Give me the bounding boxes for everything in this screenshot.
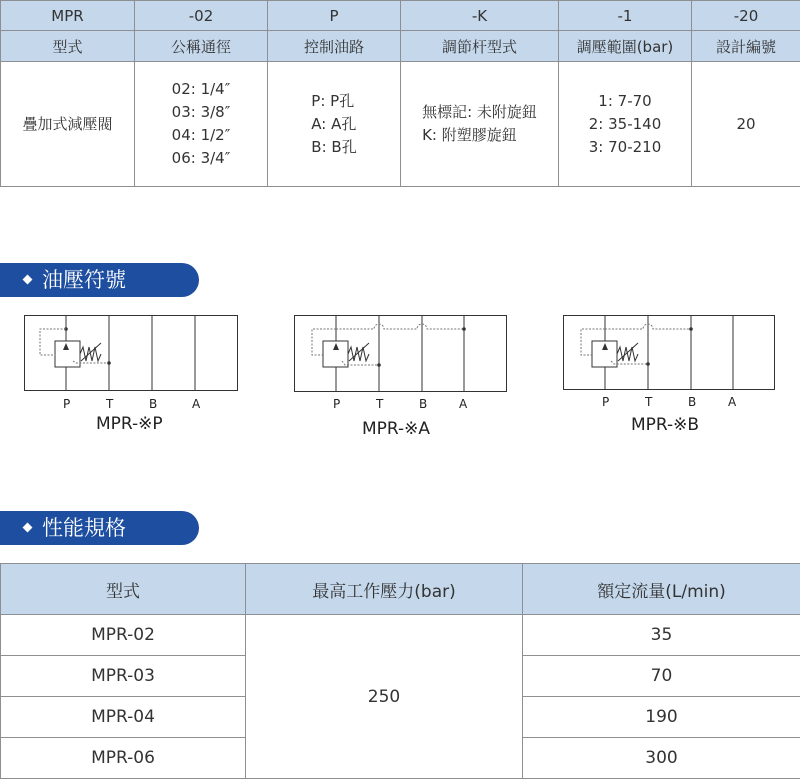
flow-cell: 35 [523, 615, 800, 656]
port-label-b: B [688, 395, 696, 409]
control-line-item: B: B孔 [311, 136, 356, 159]
code-cell: -20 [692, 1, 800, 31]
header-cell: 調壓範圍(bar) [559, 31, 692, 62]
header-cell: 型式 [1, 31, 135, 62]
reducing-valve-symbol-p [24, 315, 238, 391]
size-cell [135, 62, 268, 187]
symbol-mpr-a [294, 315, 507, 392]
type-name-cell: 疊加式減壓閥 [1, 62, 135, 187]
port-label-t: T [106, 397, 113, 411]
section-title: 性能規格 [42, 516, 126, 540]
knob-type-cell [401, 62, 559, 187]
pressure-range-item: 2: 35-140 [589, 113, 662, 136]
section-header-symbols [0, 263, 199, 297]
port-label-a: A [459, 397, 467, 411]
control-line-item: A: A孔 [311, 113, 356, 136]
flow-cell: 300 [523, 738, 800, 779]
symbol-mpr-p [24, 315, 238, 391]
model-code-table [0, 0, 800, 187]
code-cell: -K [401, 1, 559, 31]
size-item: 03: 3/8″ [172, 101, 231, 124]
header-cell: 型式 [1, 564, 246, 615]
size-list [172, 78, 231, 170]
flow-cell: 70 [523, 656, 800, 697]
symbol-label: MPR-※P [96, 414, 163, 434]
model-body-row [1, 62, 800, 187]
header-cell: 最高工作壓力(bar) [246, 564, 523, 615]
model-cell: MPR-03 [1, 656, 246, 697]
control-line-item: P: P孔 [311, 90, 356, 113]
knob-type-item: 無標記: 未附旋鈕 [422, 101, 537, 124]
port-label-a: A [192, 397, 200, 411]
header-cell: 額定流量(L/min) [523, 564, 800, 615]
table-row [1, 615, 800, 656]
pressure-range-item: 3: 70-210 [589, 136, 662, 159]
header-cell: 調節杆型式 [401, 31, 559, 62]
knob-type-item: K: 附塑膠旋鈕 [422, 124, 537, 147]
size-item: 06: 3/4″ [172, 147, 231, 170]
section-title: 油壓符號 [42, 268, 126, 292]
control-line-cell [268, 62, 401, 187]
reducing-valve-symbol-b [563, 315, 775, 390]
port-label-b: B [149, 397, 157, 411]
symbol-label: MPR-※A [362, 419, 430, 439]
performance-table [0, 563, 800, 779]
code-cell: MPR [1, 1, 135, 31]
header-cell: 控制油路 [268, 31, 401, 62]
symbol-label: MPR-※B [631, 415, 699, 435]
model-cell: MPR-02 [1, 615, 246, 656]
pressure-range-list [589, 90, 662, 159]
code-cell: -1 [559, 1, 692, 31]
diamond-bullet-icon [23, 274, 33, 284]
size-item: 02: 1/4″ [172, 78, 231, 101]
model-cell: MPR-06 [1, 738, 246, 779]
diamond-bullet-icon [23, 522, 33, 532]
max-pressure-cell: 250 [246, 615, 523, 779]
port-label-a: A [728, 395, 736, 409]
size-item: 04: 1/2″ [172, 124, 231, 147]
pressure-range-cell [559, 62, 692, 187]
port-label-p: P [63, 397, 70, 411]
model-cell: MPR-04 [1, 697, 246, 738]
port-label-p: P [333, 397, 340, 411]
model-code-row [1, 1, 800, 31]
header-cell: 設計編號 [692, 31, 800, 62]
header-cell: 公稱通徑 [135, 31, 268, 62]
design-no-cell: 20 [692, 62, 800, 187]
control-line-list [311, 90, 356, 159]
port-label-t: T [645, 395, 652, 409]
reducing-valve-symbol-a [294, 315, 507, 392]
port-label-b: B [419, 397, 427, 411]
port-label-p: P [602, 395, 609, 409]
flow-cell: 190 [523, 697, 800, 738]
code-cell: -02 [135, 1, 268, 31]
section-header-performance [0, 511, 199, 545]
model-header-row [1, 31, 800, 62]
pressure-range-item: 1: 7-70 [589, 90, 662, 113]
performance-header-row [1, 564, 800, 615]
port-label-t: T [376, 397, 383, 411]
symbol-mpr-b [563, 315, 775, 390]
code-cell: P [268, 1, 401, 31]
knob-type-list [422, 101, 537, 147]
